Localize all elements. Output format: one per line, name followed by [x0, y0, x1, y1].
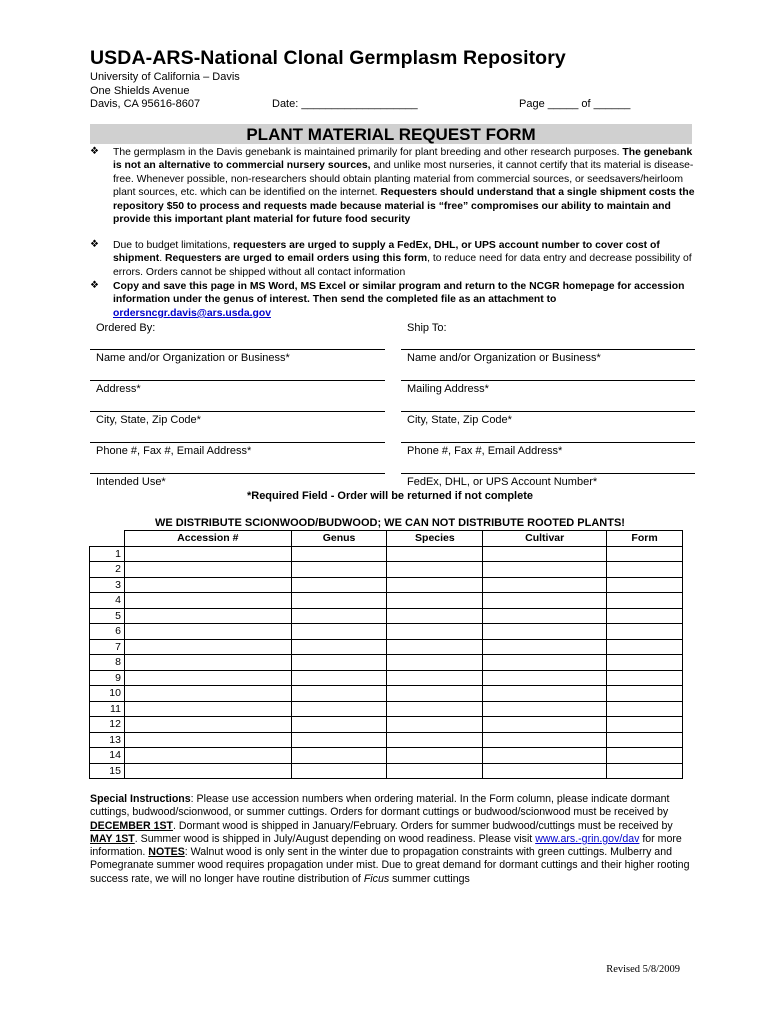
- table-row: [90, 639, 683, 655]
- table-cell-accession[interactable]: [124, 748, 291, 764]
- table-cell-species[interactable]: [387, 546, 483, 562]
- ship-to-label: Ship To:: [407, 322, 447, 334]
- table-cell-form[interactable]: [607, 562, 683, 578]
- column-header: Accession #: [124, 531, 291, 547]
- table-cell-accession[interactable]: [124, 562, 291, 578]
- table-cell-form[interactable]: [607, 577, 683, 593]
- table-row: [90, 748, 683, 764]
- field-line: [90, 411, 385, 412]
- table-cell-form[interactable]: [607, 593, 683, 609]
- ficus-text: Ficus: [363, 872, 390, 885]
- table-cell-cultivar[interactable]: [483, 701, 607, 717]
- ordered-by-label: Ordered By:: [96, 322, 156, 334]
- table-header-row: [90, 531, 683, 547]
- table-row: [90, 546, 683, 562]
- table-cell-species[interactable]: [387, 686, 483, 702]
- table-cell-genus[interactable]: [291, 577, 387, 593]
- table-cell-genus[interactable]: [291, 655, 387, 671]
- table-cell-species[interactable]: [387, 701, 483, 717]
- row-number: 1: [90, 546, 125, 562]
- column-header: Species: [387, 531, 483, 547]
- diamond-bullet-icon: ❖: [90, 146, 99, 157]
- right-name-field[interactable]: Name and/or Organization or Business*: [407, 352, 601, 364]
- accession-table-body: [90, 546, 683, 779]
- table-cell-form[interactable]: [607, 748, 683, 764]
- field-line: [90, 349, 385, 350]
- grin-link[interactable]: www.ars.-grin.gov/dav: [535, 832, 640, 845]
- distribute-note: WE DISTRIBUTE SCIONWOOD/BUDWOOD; WE CAN NOT DISTRIBUTE ROOTED PLANTS!: [155, 517, 625, 529]
- field-line: [401, 411, 695, 412]
- row-number: 8: [90, 655, 125, 671]
- table-row: [90, 624, 683, 640]
- left-name-field[interactable]: Name and/or Organization or Business*: [96, 352, 290, 364]
- table-cell-genus[interactable]: [291, 593, 387, 609]
- deadline-december: DECEMBER 1ST: [90, 819, 173, 832]
- table-row: [90, 732, 683, 748]
- table-cell-genus[interactable]: [291, 686, 387, 702]
- row-number: 5: [90, 608, 125, 624]
- table-cell-genus[interactable]: [291, 562, 387, 578]
- form-title: PLANT MATERIAL REQUEST FORM: [246, 125, 536, 144]
- table-cell-species[interactable]: [387, 624, 483, 640]
- address-line-1: University of California – Davis: [90, 71, 240, 83]
- table-cell-cultivar[interactable]: [483, 670, 607, 686]
- table-row: [90, 701, 683, 717]
- table-cell-cultivar[interactable]: [483, 624, 607, 640]
- table-cell-cultivar[interactable]: [483, 562, 607, 578]
- table-cell-cultivar[interactable]: [483, 655, 607, 671]
- table-cell-accession[interactable]: [124, 670, 291, 686]
- row-number: 7: [90, 639, 125, 655]
- shipping-account-field[interactable]: FedEx, DHL, or UPS Account Number*: [407, 476, 598, 488]
- table-cell-cultivar[interactable]: [483, 763, 607, 779]
- table-cell-genus[interactable]: [291, 608, 387, 624]
- table-row: [90, 608, 683, 624]
- field-line: [401, 442, 695, 443]
- required-note: *Required Field - Order will be returned if not complete: [246, 490, 534, 502]
- table-cell-accession[interactable]: [124, 732, 291, 748]
- field-line: [90, 473, 385, 474]
- table-cell-accession[interactable]: [124, 701, 291, 717]
- notes-label: NOTES: [148, 846, 185, 859]
- table-cell-cultivar[interactable]: [483, 717, 607, 733]
- table-cell-genus[interactable]: [291, 763, 387, 779]
- table-cell-form[interactable]: [607, 763, 683, 779]
- table-row: [90, 562, 683, 578]
- table-row: [90, 717, 683, 733]
- right-phone-field[interactable]: Phone #, Fax #, Email Address*: [407, 445, 563, 457]
- table-cell-form[interactable]: [607, 655, 683, 671]
- table-header-blank: [90, 531, 125, 547]
- table-cell-form[interactable]: [607, 546, 683, 562]
- table-cell-cultivar[interactable]: [483, 577, 607, 593]
- table-cell-accession[interactable]: [124, 655, 291, 671]
- page-title: USDA-ARS-National Clonal Germplasm Repository: [90, 47, 566, 69]
- table-cell-species[interactable]: [387, 639, 483, 655]
- revision-date: Revised 5/8/2009: [606, 964, 680, 975]
- field-line: [401, 473, 695, 474]
- table-row: [90, 577, 683, 593]
- row-number: 14: [90, 748, 125, 764]
- table-cell-species[interactable]: [387, 748, 483, 764]
- field-line: [90, 380, 385, 381]
- table-cell-accession[interactable]: [124, 686, 291, 702]
- table-cell-cultivar[interactable]: [483, 686, 607, 702]
- table-cell-form[interactable]: [607, 639, 683, 655]
- table-cell-genus[interactable]: [291, 748, 387, 764]
- table-cell-form[interactable]: [607, 686, 683, 702]
- table-cell-species[interactable]: [387, 593, 483, 609]
- table-cell-species[interactable]: [387, 608, 483, 624]
- table-cell-genus[interactable]: [291, 624, 387, 640]
- column-header: Cultivar: [483, 531, 607, 547]
- bullet-paragraph-2: Due to budget limitations, requesters are urged to supply a FedEx, DHL, or UPS account number to cover cost of shipment. Requesters are urged to email orders using this form, to reduce need for data entry and decrease possibility of errors. Orders cannot be shipped without all contact information: [113, 240, 692, 278]
- row-number: 15: [90, 763, 125, 779]
- field-line: [401, 380, 695, 381]
- table-cell-genus[interactable]: [291, 701, 387, 717]
- table-cell-form[interactable]: [607, 717, 683, 733]
- table-cell-species[interactable]: [387, 763, 483, 779]
- row-number: 13: [90, 732, 125, 748]
- table-cell-cultivar[interactable]: [483, 748, 607, 764]
- left-city-field[interactable]: City, State, Zip Code*: [96, 414, 201, 426]
- field-line: [90, 442, 385, 443]
- row-number: 3: [90, 577, 125, 593]
- email-link[interactable]: ordersncgr.davis@ars.usda.gov: [113, 307, 271, 319]
- table-cell-form[interactable]: [607, 608, 683, 624]
- deadline-may: MAY 1ST: [90, 832, 135, 845]
- table-cell-genus[interactable]: [291, 546, 387, 562]
- right-mailing-address-field[interactable]: Mailing Address*: [407, 383, 489, 395]
- table-cell-accession[interactable]: [124, 593, 291, 609]
- table-cell-cultivar[interactable]: [483, 732, 607, 748]
- column-header: Genus: [291, 531, 387, 547]
- table-cell-species[interactable]: [387, 717, 483, 733]
- table-cell-form[interactable]: [607, 624, 683, 640]
- table-cell-cultivar[interactable]: [483, 639, 607, 655]
- diamond-bullet-icon: ❖: [90, 280, 99, 291]
- date-field[interactable]: Date: ___________________: [272, 98, 418, 110]
- field-line: [401, 349, 695, 350]
- left-phone-field[interactable]: Phone #, Fax #, Email Address*: [96, 445, 252, 457]
- table-cell-cultivar[interactable]: [483, 608, 607, 624]
- table-cell-genus[interactable]: [291, 670, 387, 686]
- intended-use-field[interactable]: Intended Use*: [96, 476, 166, 488]
- table-row: [90, 763, 683, 779]
- table-cell-genus[interactable]: [291, 717, 387, 733]
- table-cell-form[interactable]: [607, 732, 683, 748]
- table-cell-genus[interactable]: [291, 732, 387, 748]
- row-number: 10: [90, 686, 125, 702]
- table-row: [90, 670, 683, 686]
- row-number: 2: [90, 562, 125, 578]
- row-number: 9: [90, 670, 125, 686]
- row-number: 12: [90, 717, 125, 733]
- table-cell-accession[interactable]: [124, 639, 291, 655]
- table-cell-accession[interactable]: [124, 763, 291, 779]
- row-number: 6: [90, 624, 125, 640]
- table-cell-form[interactable]: [607, 701, 683, 717]
- table-cell-species[interactable]: [387, 732, 483, 748]
- table-cell-accession[interactable]: [124, 577, 291, 593]
- table-cell-accession[interactable]: [124, 717, 291, 733]
- page-number-field[interactable]: Page _____ of ______: [519, 98, 631, 110]
- table-cell-species[interactable]: [387, 577, 483, 593]
- table-cell-cultivar[interactable]: [483, 546, 607, 562]
- table-cell-species[interactable]: [387, 670, 483, 686]
- bullet-paragraph-1: The germplasm in the Davis genebank is maintained primarily for plant breeding and other research purposes. The genebank is not an alternative to commercial nursery sources, and unlike most nurseries, it cannot certify that its material is disease-free. Whenever possible, non-researchers should obtain planting material from commercial sources, or seedsavers/heirloom plant sources, etc. which can be identified on the internet. Requesters should understand that a single shipment costs the repository $50 to process and requests made because material is “free” compromises our ability to maintain and provide this important plant material for future food security: [113, 147, 695, 226]
- table-row: [90, 655, 683, 671]
- left-address-field[interactable]: Address*: [96, 383, 141, 395]
- row-number: 11: [90, 701, 125, 717]
- address-line-2: One Shields Avenue: [90, 85, 190, 97]
- table-cell-form[interactable]: [607, 670, 683, 686]
- address-line-3: Davis, CA 95616-8607: [90, 98, 201, 110]
- special-instructions-label: Special Instructions: [90, 793, 191, 805]
- table-cell-accession[interactable]: [124, 608, 291, 624]
- column-header: Form: [607, 531, 683, 547]
- right-city-field[interactable]: City, State, Zip Code*: [407, 414, 512, 426]
- table-cell-species[interactable]: [387, 562, 483, 578]
- bullet-paragraph-3: Copy and save this page in MS Word, MS Excel or similar program and return to the NCGR homepage for accession information under the genus of interest. Then send the completed file as an attachment to ordersncgr.davis@ars.usda.gov: [113, 281, 685, 319]
- table-cell-accession[interactable]: [124, 546, 291, 562]
- table-row: [90, 686, 683, 702]
- table-cell-genus[interactable]: [291, 639, 387, 655]
- special-instructions: Special Instructions: Please use accession numbers when ordering material. In the Form column, please indicate dormant cuttings, budwood/scionwood, or summer cuttings. Orders for dormant cuttings or budwood/scionwood must be received by DECEMBER 1ST. Dormant wood is shipped in January/February. Orders for summer budwood/cuttings must be received by MAY 1ST. Summer wood is shipped in July/August depending on wood readiness. Please visit www.ars.-grin.gov/dav for more information. NOTES: Walnut wood is only sent in the winter due to propagation constraints with green cuttings. Mulberry and Pomegranate summer wood requires propagation under mist. Due to great demand for dormant cuttings and their higher rooting success rate, we will no longer have routine distribution of Ficus summer cuttings: [90, 793, 690, 885]
- table-cell-cultivar[interactable]: [483, 593, 607, 609]
- diamond-bullet-icon: ❖: [90, 239, 99, 250]
- accession-table: [89, 530, 683, 779]
- table-row: [90, 593, 683, 609]
- table-cell-accession[interactable]: [124, 624, 291, 640]
- row-number: 4: [90, 593, 125, 609]
- table-cell-species[interactable]: [387, 655, 483, 671]
